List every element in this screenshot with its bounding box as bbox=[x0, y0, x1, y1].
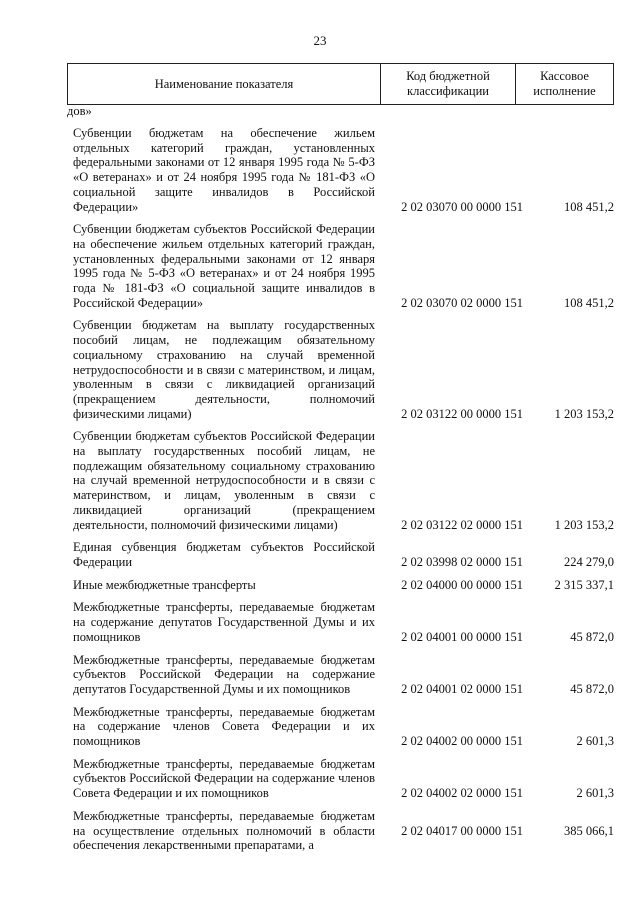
table-row bbox=[67, 222, 614, 310]
table-row bbox=[67, 540, 614, 569]
table-row bbox=[67, 705, 614, 749]
table-row bbox=[67, 578, 614, 593]
row-name: Единая субвенция бюджетам субъектов Российской Федерации bbox=[73, 540, 375, 569]
row-code: 2 02 04002 00 0000 151 bbox=[401, 734, 523, 749]
row-code: 2 02 03998 02 0000 151 bbox=[401, 554, 523, 569]
row-code: 2 02 04002 02 0000 151 bbox=[401, 786, 523, 801]
row-name: Субвенции бюджетам на выплату государственных пособий лицам, не подлежащим обязательному социальному страхованию на случай временной нетрудоспособности и в связи с материнством, и лицам, уволенным в связи с ликвидацией организаций (прекращением деятельности, полномочий физическими лицами) bbox=[73, 318, 375, 421]
row-code: 2 02 03122 00 0000 151 bbox=[401, 406, 523, 421]
row-value: 108 451,2 bbox=[564, 295, 614, 310]
row-value: 2 315 337,1 bbox=[554, 577, 614, 592]
table-header bbox=[67, 63, 614, 105]
continuation-text: дов» bbox=[67, 104, 92, 118]
row-value: 2 601,3 bbox=[576, 734, 614, 749]
row-name: Субвенции бюджетам на обеспечение жильем отдельных категорий граждан, установленных федеральными законами от 12 января 1995 года № 5-ФЗ «О ветеранах» и от 24 ноября 1995 года № 181-ФЗ «О социальной защите инвалидов в Российской Федерации» bbox=[73, 126, 375, 214]
row-value: 108 451,2 bbox=[564, 199, 614, 214]
header-code: Код бюджетной классификации bbox=[381, 64, 516, 104]
row-value: 385 066,1 bbox=[564, 823, 614, 838]
row-name: Иные межбюджетные трансферты bbox=[73, 577, 256, 592]
row-name: Межбюджетные трансферты, передаваемые бюджетам субъектов Российской Федерации на содержание депутатов Государственной Думы и их помощников bbox=[73, 652, 375, 696]
row-code: 2 02 04017 00 0000 151 bbox=[401, 823, 523, 838]
row-code: 2 02 03070 02 0000 151 bbox=[401, 295, 523, 310]
row-name: Межбюджетные трансферты, передаваемые бюджетам на осуществление отдельных полномочий в области обеспечения лекарственными препаратами, а bbox=[73, 808, 375, 853]
row-name: Межбюджетные трансферты, передаваемые бюджетам субъектов Российской Федерации на содержание членов Совета Федерации и их помощников bbox=[73, 756, 375, 801]
table-row bbox=[67, 757, 614, 801]
row-code: 2 02 03122 02 0000 151 bbox=[401, 517, 523, 532]
row-value: 224 279,0 bbox=[564, 554, 614, 569]
row-code: 2 02 04000 00 0000 151 bbox=[401, 577, 523, 592]
table-row bbox=[67, 126, 614, 214]
row-code: 2 02 03070 00 0000 151 bbox=[401, 199, 523, 214]
row-code: 2 02 04001 00 0000 151 bbox=[401, 629, 523, 644]
header-name: Наименование показателя bbox=[68, 64, 381, 104]
table-row bbox=[67, 600, 614, 644]
header-execution: Кассовое исполнение bbox=[533, 69, 596, 98]
row-value: 2 601,3 bbox=[576, 786, 614, 801]
row-value: 45 872,0 bbox=[570, 681, 614, 696]
table-row bbox=[67, 318, 614, 421]
row-name: Субвенции бюджетам субъектов Российской Федерации на обеспечение жильем отдельных категорий граждан, установленных федеральными законами от 12 января 1995 года № 5-ФЗ «О ветеранах» и от 24 ноября 1995 года № 181-ФЗ «О социальной защите инвалидов в Российской Федерации» bbox=[73, 222, 375, 310]
row-name: Межбюджетные трансферты, передаваемые бюджетам на содержание членов Совета Федерации и их помощников bbox=[73, 704, 375, 749]
row-value: 45 872,0 bbox=[570, 629, 614, 644]
row-value: 1 203 153,2 bbox=[554, 406, 614, 421]
table-body bbox=[67, 104, 614, 853]
page-number: 23 bbox=[313, 33, 327, 48]
table-row bbox=[67, 653, 614, 697]
row-name: Субвенции бюджетам субъектов Российской Федерации на выплату государственных пособий лицам, не подлежащим обязательному социальному страхованию на случай временной нетрудоспособности и в связи с материнством, и лицам, уволенным в связи с ликвидацией организаций (прекращением деятельности, полномочий физическими лицами) bbox=[73, 429, 375, 532]
table-row bbox=[67, 429, 614, 532]
row-code: 2 02 04001 02 0000 151 bbox=[401, 681, 523, 696]
row-value: 1 203 153,2 bbox=[554, 517, 614, 532]
row-name: Межбюджетные трансферты, передаваемые бюджетам на содержание депутатов Государственной Думы и их помощников bbox=[73, 600, 375, 644]
table-row bbox=[67, 809, 614, 853]
